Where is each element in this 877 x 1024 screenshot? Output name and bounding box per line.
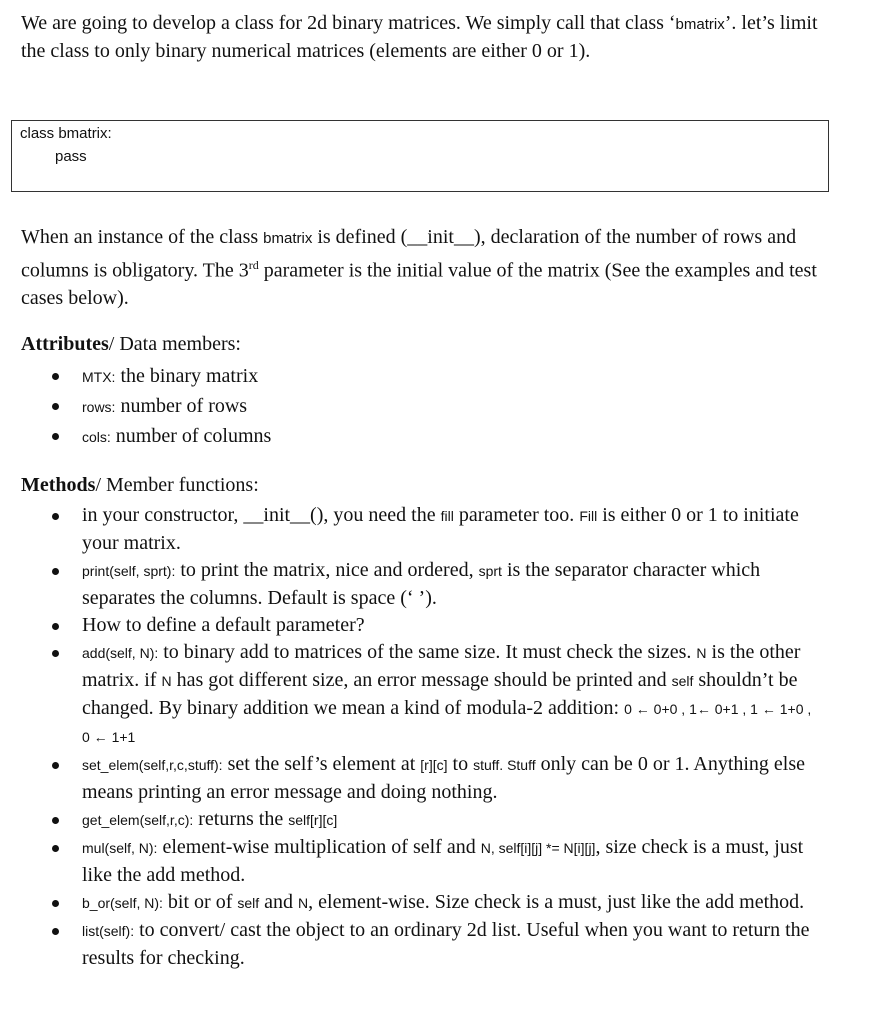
methods-heading-bold: Methods [21,474,96,496]
list-item [0,834,822,889]
list-item [0,806,822,834]
method-text: returns the [193,808,289,830]
bullet-icon [52,568,59,575]
method-code: N [298,895,309,911]
when-text-2: is defined (__init__), declaration of the number of rows and columns is obligatory. The 3 [21,226,797,282]
intro-code-bmatrix: bmatrix [675,16,725,33]
attributes-list [0,362,822,452]
method-code: get_elem(self,r,c): [82,812,194,828]
method-text: element-wise multiplication of self and [157,836,481,858]
bullet-icon [52,403,59,410]
method-text: , size check is a must, just like the add method. [82,836,804,886]
attribute-code: rows: [82,399,116,415]
bullet-icon [52,513,59,520]
method-code: self[r][c] [288,812,338,828]
list-item [0,889,822,917]
method-code: N [161,673,172,689]
list-item [0,392,822,422]
intro-text-1: We are going to develop a class for 2d binary matrices. We simply call that class ‘ [21,12,676,34]
method-text: has got different size, an error message should be printed and [171,669,672,691]
method-code: print(self, sprt): [82,563,176,579]
attribute-code: cols: [82,429,111,445]
method-code: [r][c] [420,757,448,773]
method-code: b_or(self, N): [82,895,163,911]
bullet-icon [52,845,59,852]
method-text: to binary add to matrices of the same size. It must check the sizes. [158,641,697,663]
method-code: fill [440,508,454,524]
method-text: is the separator character which separates the columns. Default is space (‘ ’). [82,559,761,609]
methods-list [0,502,822,972]
bullet-icon [52,373,59,380]
list-item [0,751,822,806]
method-code: self [671,673,694,689]
list-item [0,502,822,557]
method-code: N, self[i][j] *= N[i][j] [480,840,596,856]
method-text: is the other matrix. if [82,641,801,691]
code-line-1: class bmatrix: [20,125,112,142]
code-box [11,120,829,192]
when-code-bmatrix: bmatrix [263,230,313,247]
attributes-heading [21,333,241,356]
attribute-text: the binary matrix [115,365,259,387]
method-text: and [259,891,299,913]
method-text: to convert/ cast the object to an ordinary 2d list. Useful when you want to return the results for checking. [82,919,810,969]
method-code: set_elem(self,r,c,stuff): [82,757,223,773]
method-text: How to define a default parameter? [82,614,365,636]
attribute-text: number of columns [110,425,272,447]
bullet-icon [52,433,59,440]
attributes-heading-rest: / Data members: [108,333,241,355]
list-item [0,917,822,972]
methods-heading [21,474,259,497]
instance-paragraph [21,224,831,312]
bullet-icon [52,817,59,824]
attribute-code: MTX: [82,369,116,385]
list-item [0,422,822,452]
methods-heading-rest: / Member functions: [95,474,259,496]
attribute-text: number of rows [115,395,248,417]
method-code: sprt [478,563,502,579]
method-code: N [696,645,707,661]
attributes-heading-bold: Attributes [21,333,109,355]
method-code: stuff. Stuff [473,757,536,773]
bullet-icon [52,928,59,935]
method-code: Fill [579,508,598,524]
code-line-2: pass [55,148,87,165]
intro-text-2: ’. let’s limit the class to only binary numerical matrices (elements are either 0 or 1). [21,12,818,62]
when-text-3: parameter is the initial value of the matrix (See the examples and test cases below). [21,259,817,309]
list-item [0,362,822,392]
list-item [0,557,822,612]
method-code: add(self, N): [82,645,159,661]
method-text: to print the matrix, nice and ordered, [175,559,479,581]
method-code: self [237,895,260,911]
method-text: is either 0 or 1 to initiate your matrix. [82,504,799,554]
bullet-icon [52,762,59,769]
list-item [0,639,822,751]
method-text: to [447,753,474,775]
method-text: , element-wise. Size check is a must, just like the add method. [308,891,805,913]
list-item [0,612,822,639]
when-text-1: When an instance of the class [21,226,264,248]
when-superscript: rd [248,258,259,272]
bullet-icon [52,650,59,657]
method-code: list(self): [82,923,135,939]
method-text: in your constructor, __init__(), you need the [82,504,441,526]
method-code: 0 ← 0+0 , 1← 0+1 , 1 ← 1+0 , 0 ← 1+1 [82,701,812,745]
method-code: mul(self, N): [82,840,158,856]
bullet-icon [52,900,59,907]
method-text: shouldn’t be changed. By binary addition we mean a kind of modula-2 addition: [82,669,798,719]
bullet-icon [52,623,59,630]
method-text: only can be 0 or 1. Anything else means printing an error message and doing nothing. [82,753,806,803]
method-text: set the self’s element at [222,753,421,775]
method-text: parameter too. [453,504,580,526]
method-text: bit or of [162,891,238,913]
intro-paragraph [21,10,821,65]
